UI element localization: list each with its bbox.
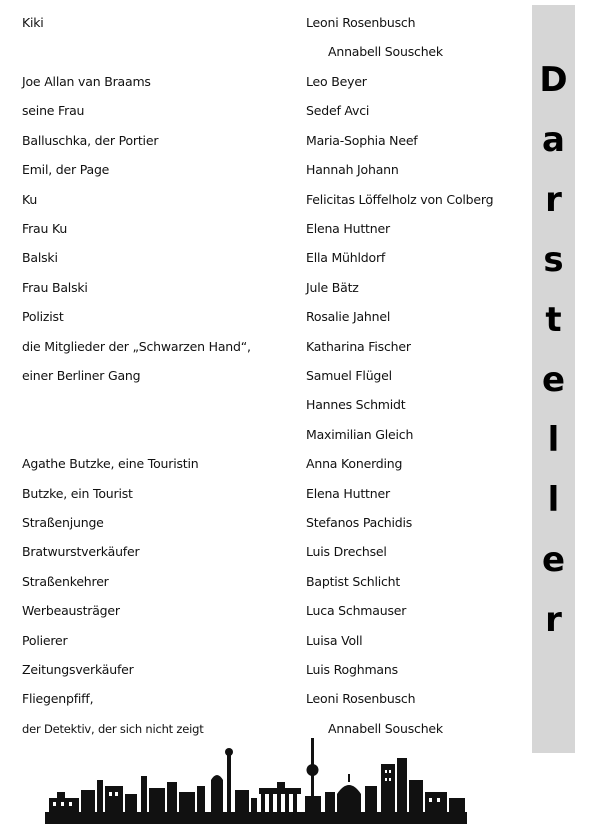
cast-row	[0, 130, 530, 152]
role-name: Werbeausträger	[22, 603, 120, 618]
actor-name: Stefanos Pachidis	[306, 515, 413, 530]
role-name: Butzke, ein Tourist	[22, 486, 133, 501]
cast-row	[0, 71, 530, 93]
sidebar-title-letter: e	[541, 540, 566, 580]
cast-row	[0, 100, 530, 122]
sidebar-title-letter: l	[547, 420, 560, 460]
role-name: Frau Ku	[22, 221, 68, 236]
role-name: seine Frau	[22, 103, 85, 118]
actor-name: Annabell Souschek	[328, 44, 443, 59]
role-name: einer Berliner Gang	[22, 368, 141, 383]
sidebar-title-letter: r	[545, 180, 562, 220]
actor-name: Baptist Schlicht	[306, 574, 401, 589]
cast-row	[0, 336, 530, 358]
actor-name: Annabell Souschek	[328, 721, 443, 736]
actor-name: Luisa Voll	[306, 633, 363, 648]
actor-name: Felicitas Löffelholz von Colberg	[306, 192, 494, 207]
role-name: Bratwurstverkäufer	[22, 544, 140, 559]
cast-row	[0, 630, 530, 652]
cast-row	[0, 541, 530, 563]
actor-name: Ella Mühldorf	[306, 250, 386, 265]
sidebar-title-letter: s	[543, 240, 564, 280]
role-name: Zeitungsverkäufer	[22, 662, 134, 677]
role-name: Joe Allan van Braams	[22, 74, 151, 89]
actor-name: Hannes Schmidt	[306, 397, 406, 412]
actor-name: Luis Drechsel	[306, 544, 387, 559]
actor-name: Leoni Rosenbusch	[306, 691, 416, 706]
cast-row	[0, 512, 530, 534]
cast-row	[0, 453, 530, 475]
role-name: Balluschka, der Portier	[22, 133, 159, 148]
cast-row	[0, 247, 530, 269]
actor-name: Katharina Fischer	[306, 339, 411, 354]
actor-name: Maximilian Gleich	[306, 427, 414, 442]
actor-name: Leo Beyer	[306, 74, 367, 89]
actor-name: Elena Huttner	[306, 221, 390, 236]
sidebar-title-letter: a	[542, 120, 565, 160]
sidebar-title-letter: l	[547, 480, 560, 520]
role-name: Straßenkehrer	[22, 574, 109, 589]
cast-row	[0, 277, 530, 299]
cast-row	[0, 483, 530, 505]
sidebar-title-letter: t	[545, 300, 562, 340]
cast-row	[0, 41, 530, 63]
role-name: Polizist	[22, 309, 64, 324]
cast-row	[0, 424, 530, 446]
role-name: Emil, der Page	[22, 162, 110, 177]
sidebar-title-letter: e	[541, 360, 566, 400]
actor-name: Maria-Sophia Neef	[306, 133, 418, 148]
actor-name: Jule Bätz	[306, 280, 359, 295]
actor-name: Anna Konerding	[306, 456, 403, 471]
cast-row	[0, 12, 530, 34]
role-name: Agathe Butzke, eine Touristin	[22, 456, 199, 471]
berlin-skyline-illustration	[45, 736, 467, 824]
cast-row	[0, 218, 530, 240]
sidebar-title-darsteller	[532, 5, 575, 753]
cast-row	[0, 365, 530, 387]
actor-name: Samuel Flügel	[306, 368, 392, 383]
cast-row	[0, 394, 530, 416]
sidebar-title-letter: D	[539, 60, 568, 100]
actor-name: Leoni Rosenbusch	[306, 15, 416, 30]
role-name: der Detektiv, der sich nicht zeigt	[22, 722, 204, 736]
role-name: Fliegenpfiff,	[22, 691, 94, 706]
role-name: Kiki	[22, 15, 44, 30]
role-name: Ku	[22, 192, 38, 207]
role-name: Frau Balski	[22, 280, 88, 295]
role-name: die Mitglieder der „Schwarzen Hand“,	[22, 339, 251, 354]
cast-row	[0, 688, 530, 710]
role-name: Polierer	[22, 633, 68, 648]
sidebar-title-letter: r	[545, 600, 562, 640]
cast-row	[0, 600, 530, 622]
role-name: Straßenjunge	[22, 515, 104, 530]
cast-row	[0, 571, 530, 593]
cast-row	[0, 159, 530, 181]
actor-name: Elena Huttner	[306, 486, 390, 501]
role-name: Balski	[22, 250, 58, 265]
cast-row	[0, 306, 530, 328]
actor-name: Luca Schmauser	[306, 603, 407, 618]
actor-name: Luis Roghmans	[306, 662, 398, 677]
actor-name: Sedef Avci	[306, 103, 370, 118]
cast-row	[0, 189, 530, 211]
actor-name: Hannah Johann	[306, 162, 399, 177]
cast-row	[0, 659, 530, 681]
actor-name: Rosalie Jahnel	[306, 309, 391, 324]
